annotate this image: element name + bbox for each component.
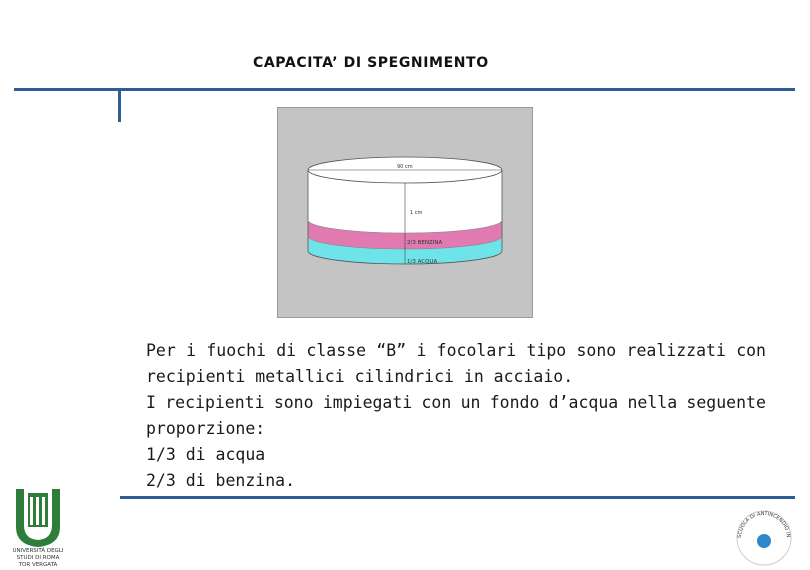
bottom-divider — [120, 496, 795, 499]
cylinder-diagram — [277, 107, 533, 318]
body-line-1: Per i fuochi di classe “B” i focolari tipo sono realizzati con — [146, 341, 766, 360]
university-logo-text: UNIVERSITÀ DEGLI STUDI DI ROMA TOR VERGATA — [12, 548, 64, 568]
slide-title: CAPACITA’ DI SPEGNIMENTO — [253, 55, 489, 71]
top-divider — [14, 88, 795, 91]
body-text — [146, 338, 766, 494]
diameter-label: 90 cm — [397, 164, 413, 170]
cylinder-svg — [278, 108, 532, 317]
body-line-4: proporzione: — [146, 419, 266, 438]
acqua-label: 1/3 ACQUA — [407, 259, 438, 265]
benzina-label: 2/3 BENZINA — [407, 240, 443, 246]
body-line-2: recipienti metallici cilindrici in acciaio. — [146, 367, 574, 386]
inail-logo-text: SCUOLA DI ANTINCENDIO IN — [736, 510, 792, 539]
top-divider-tick — [118, 91, 121, 122]
body-line-5: 1/3 di acqua — [146, 445, 266, 464]
body-line-3: I recipienti sono impiegati con un fondo d’acqua nella seguente — [146, 393, 766, 412]
body-line-6: 2/3 di benzina. — [146, 471, 296, 490]
inail-logo-icon — [733, 507, 795, 569]
height-label: 1 cm — [410, 210, 423, 216]
